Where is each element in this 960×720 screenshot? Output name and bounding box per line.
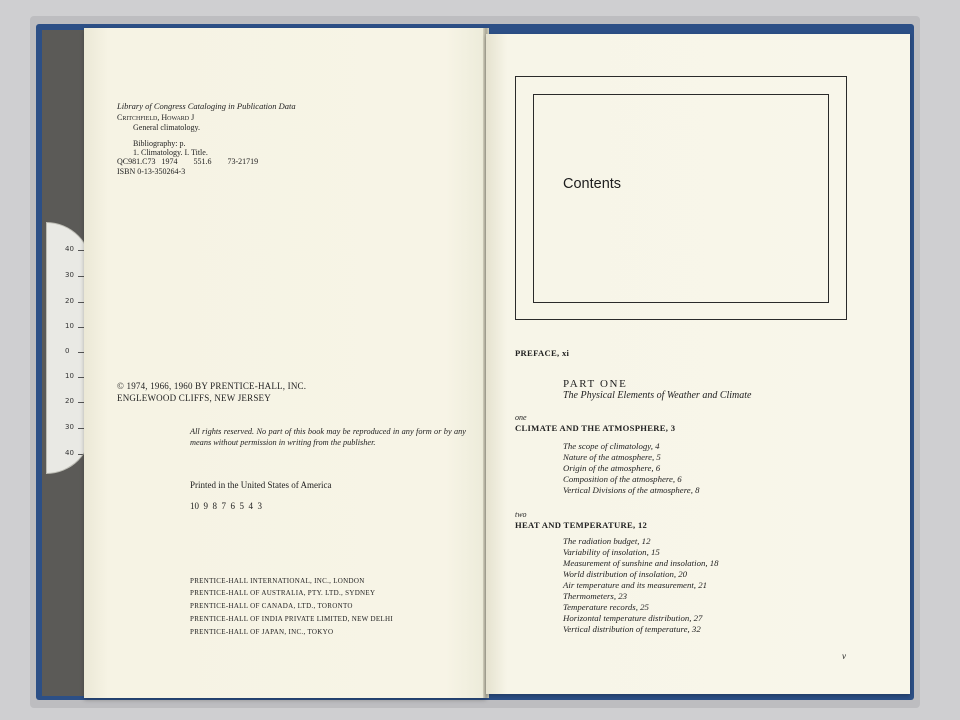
ruler-tick: 40 [65,449,74,457]
copyright-place: ENGLEWOOD CLIFFS, NEW JERSEY [117,393,271,403]
chapter-title: CLIMATE AND THE ATMOSPHERE, 3 [515,423,676,433]
toc-item: Vertical distribution of temperature, 32 [563,624,701,634]
contents-frame-inner [533,94,829,303]
ruler-tick: 10 [65,322,74,330]
ruler-tick: 30 [65,423,74,431]
toc-item: Composition of the atmosphere, 6 [563,474,682,484]
toc-item: Variability of insolation, 15 [563,547,660,557]
toc-item: The scope of climatology, 4 [563,441,660,451]
part-label: PART ONE [563,378,628,390]
chapter-ordinal: two [515,510,527,519]
toc-item: Horizontal temperature distribution, 27 [563,613,703,623]
toc-item: Air temperature and its measurement, 21 [563,580,707,590]
toc-item: The radiation budget, 12 [563,536,651,546]
cip-bibliography: Bibliography: p. [133,139,186,148]
ruler-tick: 0 [65,347,70,355]
contents-heading: Contents [563,176,622,192]
toc-item: Temperature records, 25 [563,602,649,612]
printed-in: Printed in the United States of America [190,480,332,490]
printing-numbers: 10 9 8 7 6 5 4 3 [190,501,262,511]
toc-item: Nature of the atmosphere, 5 [563,452,661,462]
cip-call-number: QC981.C73 1974 551.6 73-21719 [117,157,259,166]
cip-author: Critchfield, Howard J [117,113,195,122]
toc-item: Measurement of sunshine and insolation, 18 [563,558,719,568]
cip-book-title: General climatology. [133,123,201,132]
toc-preface: PREFACE, xi [515,348,570,358]
publisher-line: PRENTICE-HALL OF JAPAN, INC., TOKYO [190,628,334,636]
toc-item: Vertical Divisions of the atmosphere, 8 [563,485,700,495]
ruler-tick: 40 [65,245,74,253]
publisher-line: PRENTICE-HALL OF INDIA PRIVATE LIMITED, NEW DELHI [190,615,393,623]
toc-item: Origin of the atmosphere, 6 [563,463,661,473]
publisher-line: PRENTICE-HALL OF CANADA, LTD., TORONTO [190,602,353,610]
page-folio: v [842,651,846,661]
publisher-line: PRENTICE-HALL OF AUSTRALIA, PTY. LTD., SYDNEY [190,589,376,597]
publisher-line: PRENTICE-HALL INTERNATIONAL, INC., LONDON [190,577,365,585]
ruler-tick: 20 [65,297,74,305]
cip-subjects: 1. Climatology. I. Title. [133,148,208,157]
cip-title: Library of Congress Cataloging in Publication Data [117,101,296,111]
ruler-tick: 10 [65,372,74,380]
ruler-tick: 20 [65,397,74,405]
cip-isbn: ISBN 0-13-350264-3 [117,167,186,176]
rights-notice: All rights reserved. No part of this book may be reproduced in any form or by any means without permission in writing from the publisher. [190,427,466,447]
chapter-title: HEAT AND TEMPERATURE, 12 [515,520,648,530]
toc-item: World distribution of insolation, 20 [563,569,688,579]
copyright-line: © 1974, 1966, 1960 BY PRENTICE-HALL, INC. [117,381,307,391]
toc-item: Thermometers, 23 [563,591,628,601]
chapter-ordinal: one [515,413,527,422]
ruler-tick: 30 [65,271,74,279]
part-subtitle: The Physical Elements of Weather and Climate [563,390,752,401]
